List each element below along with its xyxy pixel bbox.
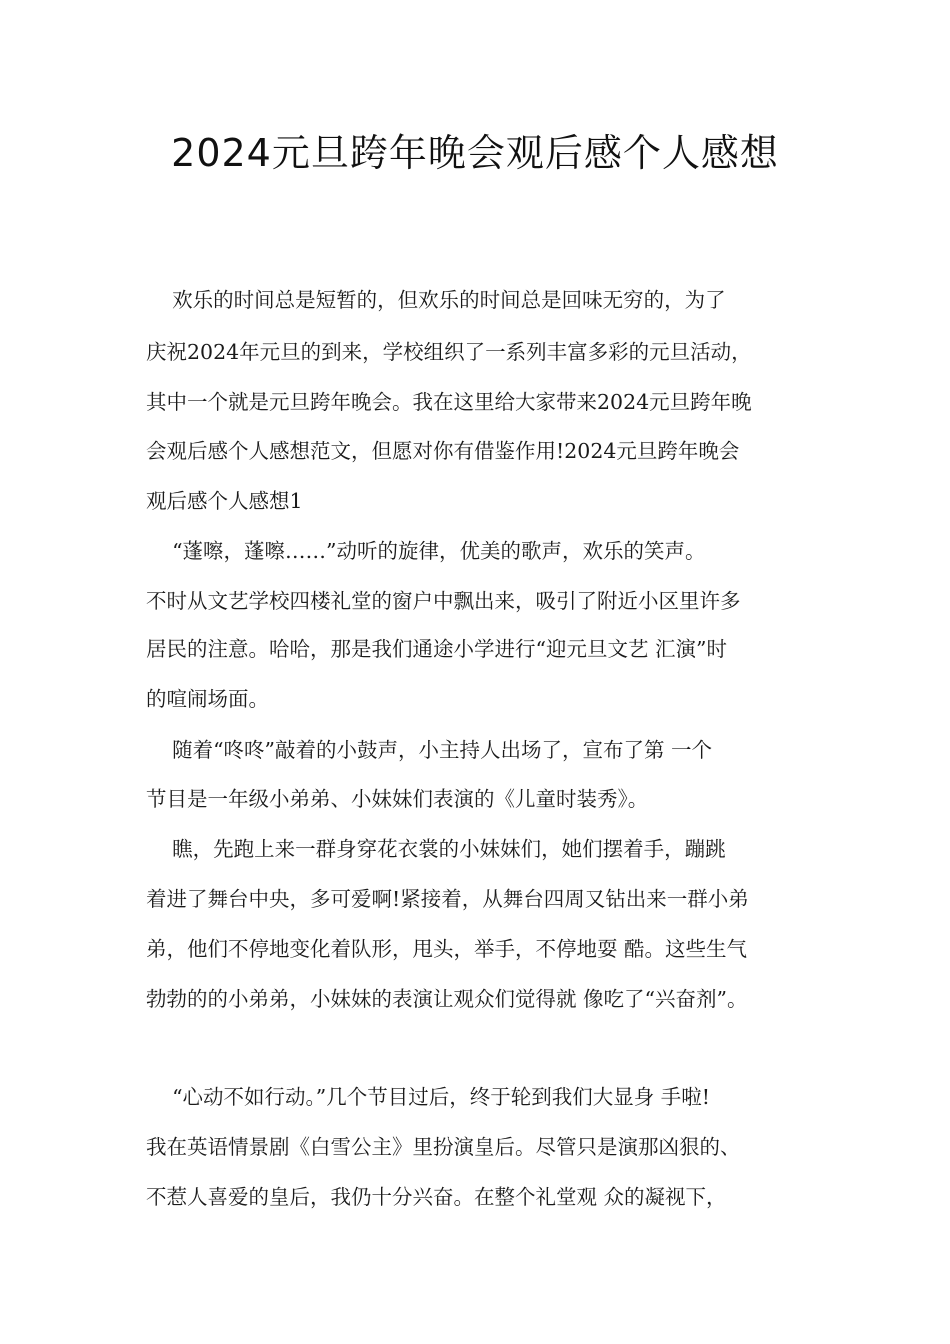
- text-line: 弟，他们不停地变化着队形，甩头，举手，不停地耍 酷。这些生气: [146, 937, 748, 961]
- text-line: 勃勃的的小弟弟，小妹妹的表演让观众们觉得就 像吃了“兴奋剂”。: [146, 987, 748, 1011]
- page-title: 2024元旦跨年晚会观后感个人感想: [171, 131, 779, 175]
- text-line: 随着“咚咚”敲着的小鼓声，小主持人出场了，宣布了第 一个: [146, 738, 713, 762]
- text-line: 瞧，先跑上来一群身穿花衣裳的小妹妹们，她们摆着手，蹦跳: [146, 837, 726, 861]
- text-line: “蓬嚓，蓬嚓……”动听的旋律，优美的歌声，欢乐的笑声。: [146, 539, 706, 563]
- text-line: 不时从文艺学校四楼礼堂的窗户中飘出来，吸引了附近小区里许多: [146, 589, 741, 613]
- text-line: 其中一个就是元旦跨年晚会。我在这里给大家带来2024元旦跨年晚: [146, 390, 752, 414]
- text-line: 我在英语情景剧《白雪公主》里扮演皇后。尽管只是演那凶狠的、: [146, 1135, 741, 1159]
- text-line: 庆祝2024年元旦的到来，学校组织了一系列丰富多彩的元旦活动，: [146, 340, 752, 364]
- text-line: 居民的注意。哈哈，那是我们通途小学进行“迎元旦文艺 汇演”时: [146, 637, 727, 661]
- text-line: 欢乐的时间总是短暂的，但欢乐的时间总是回味无穷的，为了: [146, 288, 726, 312]
- text-line: 会观后感个人感想范文，但愿对你有借鉴作用!2024元旦跨年晚会: [146, 439, 740, 463]
- text-line: 不惹人喜爱的皇后，我仍十分兴奋。在整个礼堂观 众的凝视下，: [146, 1185, 727, 1209]
- text-line: 着进了舞台中央，多可爱啊!紧接着，从舞台四周又钻出来一群小弟: [146, 887, 749, 911]
- text-line: 节目是一年级小弟弟、小妹妹们表演的《儿童时装秀》。: [146, 787, 649, 811]
- text-line: 观后感个人感想1: [146, 489, 303, 513]
- text-line: “心动不如行动。”几个节目过后，终于轮到我们大显身 手啦!: [146, 1085, 711, 1109]
- text-line: 的喧闹场面。: [146, 687, 269, 711]
